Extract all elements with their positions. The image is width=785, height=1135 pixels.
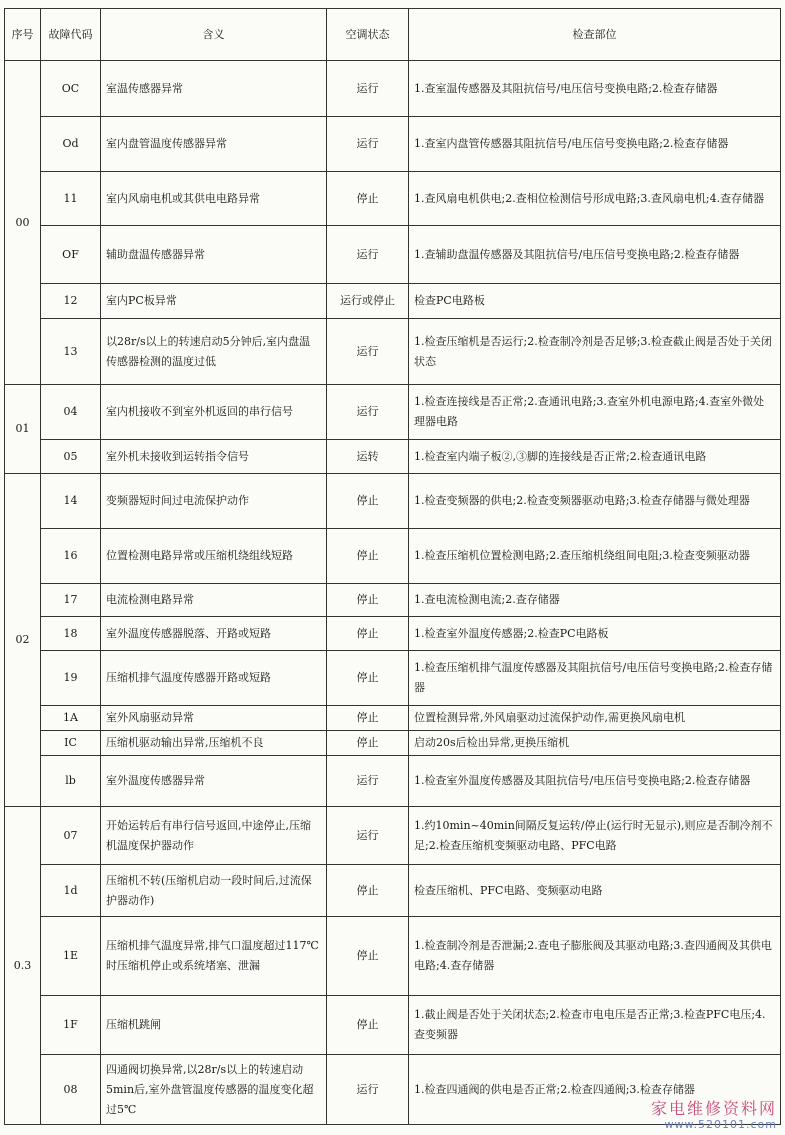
- code-cell: OC: [41, 61, 101, 117]
- state-cell: 停止: [327, 731, 409, 756]
- meaning-cell: 室外温度传感器脱落、开路或短路: [101, 617, 327, 651]
- check-cell: 1.约10min~40min间隔反复运转/停止(运行时无显示),则应是否制冷剂不足;2.检查压缩机变频驱动电路、PFC电路: [409, 807, 781, 865]
- meaning-cell: 电流检测电路异常: [101, 584, 327, 617]
- table-row: [5, 226, 781, 284]
- code-cell: 14: [41, 474, 101, 529]
- table-row: [5, 474, 781, 529]
- meaning-cell: 压缩机跳闸: [101, 996, 327, 1055]
- check-cell: 1.检查室内端子板②,③脚的连接线是否正常;2.检查通讯电路: [409, 440, 781, 474]
- meaning-cell: 变频器短时间过电流保护动作: [101, 474, 327, 529]
- watermark: [651, 1101, 777, 1133]
- meaning-cell: 四通阀切换异常,以28r/s以上的转速启动5min后,室外盘管温度传感器的温度变化超过5℃: [101, 1055, 327, 1125]
- check-cell: 1.查辅助盘温传感器及其阻抗信号/电压信号变换电路;2.检查存储器: [409, 226, 781, 284]
- meaning-cell: 室内盘管温度传感器异常: [101, 117, 327, 172]
- table-row: [5, 172, 781, 226]
- table-row: [5, 117, 781, 172]
- code-cell: 1E: [41, 917, 101, 996]
- table-row: [5, 996, 781, 1055]
- check-cell: 1.检查室外温度传感器及其阻抗信号/电压信号变换电路;2.检查存储器: [409, 756, 781, 807]
- meaning-cell: 以28r/s以上的转速启动5分钟后,室内盘温传感器检测的温度过低: [101, 319, 327, 385]
- code-cell: 19: [41, 651, 101, 706]
- state-cell: 运行或停止: [327, 284, 409, 319]
- state-cell: 停止: [327, 917, 409, 996]
- seq-cell: 00: [5, 61, 41, 385]
- header-meaning: 含义: [101, 9, 327, 61]
- code-cell: Od: [41, 117, 101, 172]
- code-cell: 08: [41, 1055, 101, 1125]
- check-cell: 检查PC电路板: [409, 284, 781, 319]
- table-row: [5, 284, 781, 319]
- table-row: [5, 651, 781, 706]
- meaning-cell: 压缩机驱动输出异常,压缩机不良: [101, 731, 327, 756]
- meaning-cell: 室内机接收不到室外机返回的串行信号: [101, 385, 327, 440]
- code-cell: 1F: [41, 996, 101, 1055]
- state-cell: 停止: [327, 172, 409, 226]
- table-row: [5, 61, 781, 117]
- code-cell: 07: [41, 807, 101, 865]
- meaning-cell: 位置检测电路异常或压缩机绕组线短路: [101, 529, 327, 584]
- check-cell: 检查压缩机、PFC电路、变频驱动电路: [409, 865, 781, 917]
- check-cell: 1.检查制冷剂是否泄漏;2.查电子膨胀阀及其驱动电路;3.查四通阀及其供电电路;4.查存储器: [409, 917, 781, 996]
- seq-cell: 0.3: [5, 807, 41, 1125]
- meaning-cell: 室外温度传感器异常: [101, 756, 327, 807]
- code-cell: 11: [41, 172, 101, 226]
- check-cell: 1.检查压缩机排气温度传感器及其阻抗信号/电压信号变换电路;2.检查存储器: [409, 651, 781, 706]
- table-row: [5, 756, 781, 807]
- check-cell: 位置检测异常,外风扇驱动过流保护动作,需更换风扇电机: [409, 706, 781, 731]
- meaning-cell: 压缩机不转(压缩机启动一段时间后,过流保护器动作): [101, 865, 327, 917]
- state-cell: 停止: [327, 651, 409, 706]
- check-cell: 1.检查室外温度传感器;2.检查PC电路板: [409, 617, 781, 651]
- check-cell: 1.查风扇电机供电;2.查相位检测信号形成电路;3.查风扇电机;4.查存储器: [409, 172, 781, 226]
- table-row: [5, 617, 781, 651]
- header-check: 检查部位: [409, 9, 781, 61]
- meaning-cell: 开始运转后有串行信号返回,中途停止,压缩机温度保护器动作: [101, 807, 327, 865]
- meaning-cell: 压缩机排气温度传感器开路或短路: [101, 651, 327, 706]
- state-cell: 停止: [327, 706, 409, 731]
- check-cell: 启动20s后检出异常,更换压缩机: [409, 731, 781, 756]
- code-cell: 17: [41, 584, 101, 617]
- watermark-url: www.520101.com: [664, 1118, 777, 1131]
- code-cell: 16: [41, 529, 101, 584]
- table-row: [5, 917, 781, 996]
- state-cell: 运行: [327, 807, 409, 865]
- check-cell: 1.检查压缩机位置检测电路;2.查压缩机绕组间电阻;3.检查变频驱动器: [409, 529, 781, 584]
- code-cell: 1d: [41, 865, 101, 917]
- check-cell: 1.检查变频器的供电;2.检查变频器驱动电路;3.检查存储器与微处理器: [409, 474, 781, 529]
- table-row: [5, 584, 781, 617]
- state-cell: 运行: [327, 385, 409, 440]
- code-cell: OF: [41, 226, 101, 284]
- state-cell: 运行: [327, 1055, 409, 1125]
- code-cell: 1A: [41, 706, 101, 731]
- state-cell: 停止: [327, 865, 409, 917]
- check-cell: 1.检查四通阀的供电是否正常;2.检查四通阀;3.检查存储器: [409, 1055, 781, 1125]
- code-cell: 04: [41, 385, 101, 440]
- meaning-cell: 室内风扇电机或其供电电路异常: [101, 172, 327, 226]
- check-cell: 1.查室温传感器及其阻抗信号/电压信号变换电路;2.检查存储器: [409, 61, 781, 117]
- state-cell: 停止: [327, 617, 409, 651]
- table-row: [5, 865, 781, 917]
- state-cell: 停止: [327, 584, 409, 617]
- meaning-cell: 辅助盘温传感器异常: [101, 226, 327, 284]
- check-cell: 1.查电流检测电流;2.查存储器: [409, 584, 781, 617]
- check-cell: 1.查室内盘管传感器其阻抗信号/电压信号变换电路;2.检查存储器: [409, 117, 781, 172]
- state-cell: 运行: [327, 319, 409, 385]
- header-seq: 序号: [5, 9, 41, 61]
- code-cell: IC: [41, 731, 101, 756]
- table-row: [5, 529, 781, 584]
- table-row: [5, 440, 781, 474]
- state-cell: 停止: [327, 529, 409, 584]
- code-cell: 05: [41, 440, 101, 474]
- table-row: [5, 706, 781, 731]
- header-state: 空调状态: [327, 9, 409, 61]
- header-code: 故障代码: [41, 9, 101, 61]
- table-row: [5, 731, 781, 756]
- table-row: [5, 319, 781, 385]
- check-cell: 1.检查压缩机是否运行;2.检查制冷剂是否足够;3.检查截止阀是否处于关闭状态: [409, 319, 781, 385]
- table-row: [5, 385, 781, 440]
- state-cell: 停止: [327, 474, 409, 529]
- seq-cell: 02: [5, 474, 41, 807]
- meaning-cell: 室内PC板异常: [101, 284, 327, 319]
- meaning-cell: 室温传感器异常: [101, 61, 327, 117]
- watermark-text: 家电维修资料网: [650, 1099, 777, 1118]
- table-row: [5, 807, 781, 865]
- state-cell: 运行: [327, 756, 409, 807]
- check-cell: 1.检查连接线是否正常;2.查通讯电路;3.查室外机电源电路;4.查室外微处理器电路: [409, 385, 781, 440]
- code-cell: lb: [41, 756, 101, 807]
- state-cell: 运行: [327, 117, 409, 172]
- state-cell: 运行: [327, 226, 409, 284]
- header-row: [5, 9, 781, 61]
- state-cell: 运转: [327, 440, 409, 474]
- meaning-cell: 室外风扇驱动异常: [101, 706, 327, 731]
- meaning-cell: 压缩机排气温度异常,排气口温度超过117℃时压缩机停止或系统堵塞、泄漏: [101, 917, 327, 996]
- state-cell: 停止: [327, 996, 409, 1055]
- meaning-cell: 室外机未接收到运转指令信号: [101, 440, 327, 474]
- seq-cell: 01: [5, 385, 41, 474]
- code-cell: 13: [41, 319, 101, 385]
- fault-code-table: [4, 8, 781, 1125]
- check-cell: 1.截止阀是否处于关闭状态;2.检查市电电压是否正常;3.检查PFC电压;4.查变频器: [409, 996, 781, 1055]
- state-cell: 运行: [327, 61, 409, 117]
- code-cell: 12: [41, 284, 101, 319]
- code-cell: 18: [41, 617, 101, 651]
